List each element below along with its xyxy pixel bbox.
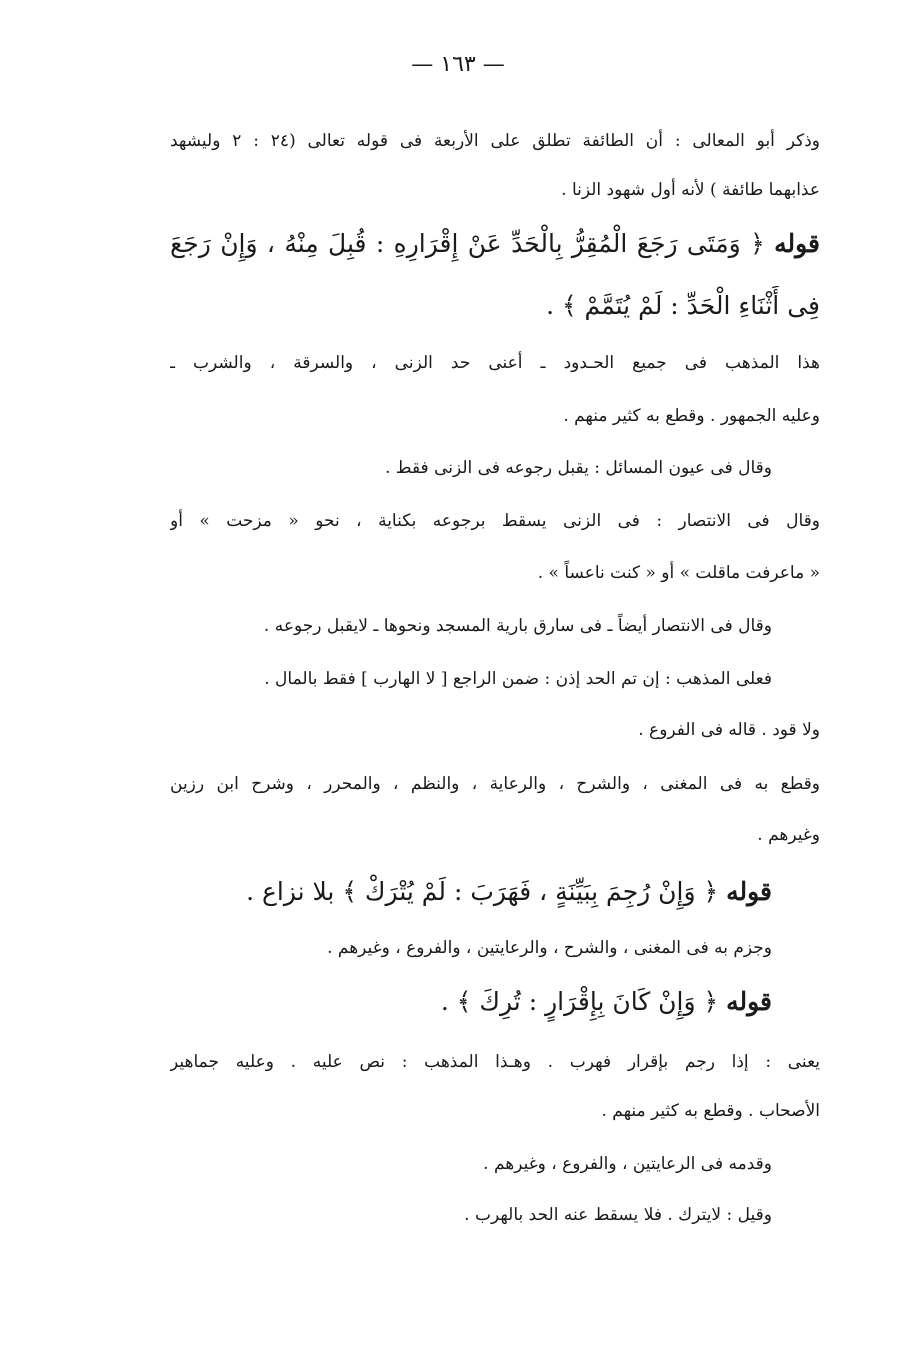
- heading-text: ﴿ وَإِنْ كَانَ بِإِقْرَارٍ : تُرِكَ ﴾ .: [440, 987, 719, 1016]
- text-line: [170, 613, 772, 639]
- line-text: « ماعرفت ماقلت » أو « كنت ناعساً » .: [537, 563, 820, 583]
- text-line: [170, 1202, 772, 1228]
- text-line: [170, 771, 820, 797]
- text-line: [170, 508, 820, 534]
- line-text: وعليه الجمهور . وقطع به كثير منهم .: [563, 406, 820, 426]
- line-text: وغيرهم .: [757, 825, 820, 845]
- heading-text: ﴿ وَإِنْ رُجِمَ بِبَيِّنَةٍ ، فَهَرَبَ : لَمْ يُتْرَكْ ﴾ بلا نزاع .: [246, 877, 719, 906]
- text-line: [170, 128, 820, 154]
- line-text: وقطع به فى المغنى ، والشرح ، والرعاية ، والنظم ، والمحرر ، وشرح ابن رزين: [170, 774, 820, 794]
- line-text: وجزم به فى المغنى ، والشرح ، والرعايتين ، والفروع ، وغيرهم .: [327, 938, 772, 958]
- line-text: يعنى : إذا رجم بإقرار فهرب . وهـذا المذهب : نص عليه . وعليه جماهير: [170, 1052, 820, 1072]
- text-line: [170, 1151, 772, 1177]
- heading-text: فِى أَثْنَاءِ الْحَدِّ : لَمْ يُتَمَّمْ ﴾ .: [546, 291, 820, 320]
- page-number: — ١٦٣ —: [411, 52, 505, 77]
- line-text: ولا قود . قاله فى الفروع .: [638, 720, 820, 740]
- text-line: [170, 177, 820, 203]
- text-line: [170, 403, 820, 429]
- line-text: وقال فى عيون المسائل : يقبل رجوعه فى الزنى فقط .: [385, 458, 772, 478]
- line-text: وقدمه فى الرعايتين ، والفروع ، وغيرهم .: [483, 1154, 772, 1174]
- text-line: [170, 1049, 820, 1075]
- heading-keyword: قوله: [774, 229, 820, 258]
- text-line: [170, 717, 820, 743]
- line-text: فعلى المذهب : إن تم الحد إذن : ضمن الراجع [ لا الهارب ] فقط بالمال .: [264, 669, 772, 689]
- line-text: وقال فى الانتصار : فى الزنى يسقط برجوعه بكناية ، نحو « مزحت » أو: [170, 511, 820, 531]
- text-line: [170, 560, 820, 586]
- heading-line: [170, 872, 772, 912]
- text-line: [170, 935, 772, 961]
- text-line: [170, 455, 772, 481]
- line-text: الأصحاب . وقطع به كثير منهم .: [601, 1101, 820, 1121]
- line-text: وقيل : لايترك . فلا يسقط عنه الحد بالهرب .: [464, 1205, 772, 1225]
- line-text: وقال فى الانتصار أيضاً ـ فى سارق بارية المسجد ونحوها ـ لايقبل رجوعه .: [263, 616, 772, 636]
- heading-line: [170, 224, 820, 264]
- heading-keyword: قوله: [726, 877, 772, 906]
- line-text: عذابهما طائفة ) لأنه أول شهود الزنا .: [561, 180, 820, 200]
- line-text: هذا المذهب فى جميع الحـدود ـ أعنى حد الزنى ، والسرقة ، والشرب ـ: [170, 353, 820, 373]
- text-line: [170, 350, 820, 376]
- heading-line: [170, 982, 772, 1022]
- heading-keyword: قوله: [726, 987, 772, 1016]
- heading-text: ﴿ وَمَتَى رَجَعَ الْمُقِرُّ بِالْحَدِّ عَنْ إِقْرَارِهِ : قُبِلَ مِنْهُ ، وَإِنْ رَجَعَ: [170, 229, 765, 258]
- line-text: وذكر أبو المعالى : أن الطائفة تطلق على الأربعة فى قوله تعالى (٢٤ : ٢ وليشهد: [170, 131, 820, 151]
- heading-line: [170, 286, 820, 326]
- text-line: [170, 822, 820, 848]
- text-line: [170, 1098, 820, 1124]
- text-line: [170, 666, 772, 692]
